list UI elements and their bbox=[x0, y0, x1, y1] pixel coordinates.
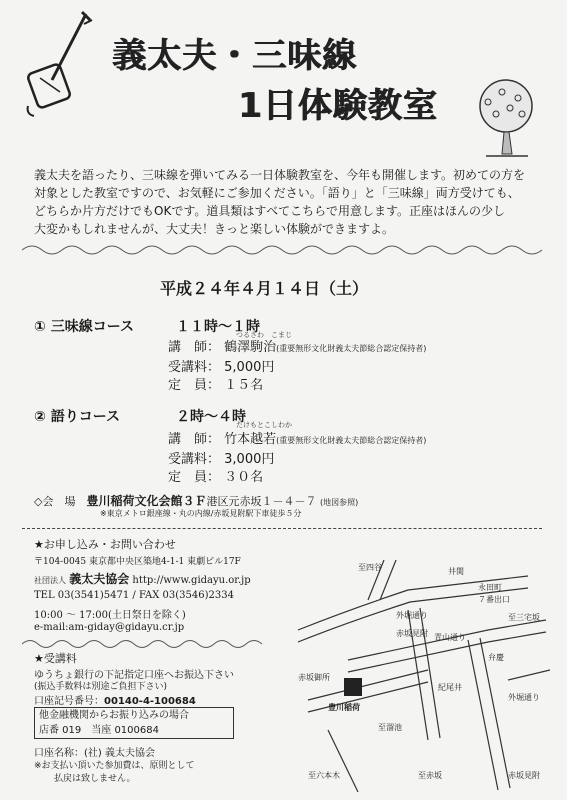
fee-note1: ※お支払い頂いた参加費は、原則として bbox=[34, 761, 195, 771]
course2-instructor: 講 師： 竹本越若(重要無形文化財義太夫節総合認定保持者) bbox=[168, 432, 427, 447]
contact-address: 〒104-0045 東京都中央区築地4-1-1 東劇ビル17F bbox=[34, 557, 241, 567]
map-label-1: 井関 bbox=[448, 567, 464, 576]
course1-time: １１時～１時 bbox=[176, 319, 260, 335]
divider bbox=[22, 528, 542, 529]
course2-fee: 受講料： 3,000円 bbox=[168, 452, 275, 467]
map-label-5: 外堀通り bbox=[396, 611, 428, 620]
fee-heading: ★受講料 bbox=[34, 652, 77, 665]
course1-fee: 受講料： 5,000円 bbox=[168, 360, 275, 375]
map-label-3: ７番出口 bbox=[478, 595, 510, 604]
map-label-7: 青山通り bbox=[434, 633, 466, 642]
fee-holder: 口座名称：(社) 義太夫協会 bbox=[34, 748, 155, 759]
map-label-10: 豊川稲荷 bbox=[328, 703, 360, 712]
venue-note: ※東京メトロ銀座線・丸の内線/赤坂見附駅下車徒歩５分 bbox=[100, 509, 302, 518]
fee-line1: ゆうちょ銀行の下記指定口座へお振込下さい bbox=[34, 670, 234, 681]
venue-line: ◇会 場 豊川稲荷文化会館３Ｆ港区元赤坂１－４－７ (地図参照) bbox=[34, 494, 359, 508]
course2-time: ２時～４時 bbox=[176, 409, 246, 425]
map-label-16: 赤坂見附 bbox=[508, 771, 540, 780]
event-date: 平成２４年４月１４日（土） bbox=[160, 279, 369, 298]
contact-heading: ★お申し込み・お問い合わせ bbox=[34, 538, 176, 551]
contact-tel: TEL 03(3541)5471 / FAX 03(3546)2334 bbox=[34, 590, 234, 601]
title-line1: 義太夫・三味線 bbox=[112, 36, 357, 76]
map-label-8: 弁慶 bbox=[488, 653, 504, 662]
title-line2: 1日体験教室 bbox=[238, 86, 438, 126]
intro-text: 義太夫を語ったり、三味線を弾いてみる一日体験教室を、今年も開催します。初めての方を 対象とした教室ですので、お気軽にご参加ください。「語り」と「三味線」両方受けても、 どちらか片方だけでもOKです。道具類はすべてこちらで用意します。正座はほんの少し 大変かもしれませんが、大丈夫！きっと楽しい体験ができますよ。 bbox=[34, 168, 526, 236]
course1-heading: ① 三味線コース bbox=[34, 319, 135, 335]
course1-capacity: 定 員： １５名 bbox=[168, 378, 264, 393]
course2-capacity: 定 員： ３０名 bbox=[168, 470, 264, 485]
map-label-12: 外堀通り bbox=[508, 693, 540, 702]
map-label-14: 至六本木 bbox=[308, 771, 340, 780]
course1-instructor: 講 師： 鶴澤駒治(重要無形文化財義太夫節総合認定保持者) bbox=[168, 340, 427, 355]
tree-icon bbox=[466, 76, 546, 160]
contact-hours: 10:00 ～ 17:00(土日祭日を除く) bbox=[34, 610, 186, 621]
map-label-0: 至四谷 bbox=[358, 563, 382, 572]
other-bank-box: 他金融機関からお振り込みの場合 店番 019 当座 0100684 bbox=[34, 707, 234, 739]
course1-ruby: つるさわ こまじ bbox=[236, 331, 292, 339]
map-label-4: 至三宅坂 bbox=[508, 613, 540, 622]
map-label-9: 赤坂御所 bbox=[298, 673, 330, 682]
fee-account: 口座記号番号：00140-4-100684 bbox=[34, 696, 196, 707]
shamisen-icon bbox=[24, 10, 94, 120]
fee-note2: 払戻は致しません。 bbox=[54, 774, 136, 784]
contact-email[interactable]: e-mail:am-giday@gidayu.cr.jp bbox=[34, 622, 185, 633]
vine-border-top bbox=[22, 242, 547, 258]
access-map bbox=[288, 560, 550, 792]
map-label-11: 紀尾井 bbox=[438, 683, 462, 692]
map-label-2: 永田町 bbox=[478, 583, 502, 592]
course2-ruby: たけもとこしわか bbox=[236, 421, 292, 429]
map-label-15: 至赤坂 bbox=[418, 771, 442, 780]
map-label-6: 赤坂見附 bbox=[396, 629, 428, 638]
map-label-13: 至溜池 bbox=[378, 723, 402, 732]
contact-org: 社団法人 義太夫協会 http://www.gidayu.or.jp bbox=[34, 572, 251, 586]
fee-line2: (振込手数料は別途ご負担下さい) bbox=[34, 682, 168, 692]
map-toyokawa-marker bbox=[344, 678, 362, 696]
course2-heading: ② 語りコース bbox=[34, 409, 121, 425]
